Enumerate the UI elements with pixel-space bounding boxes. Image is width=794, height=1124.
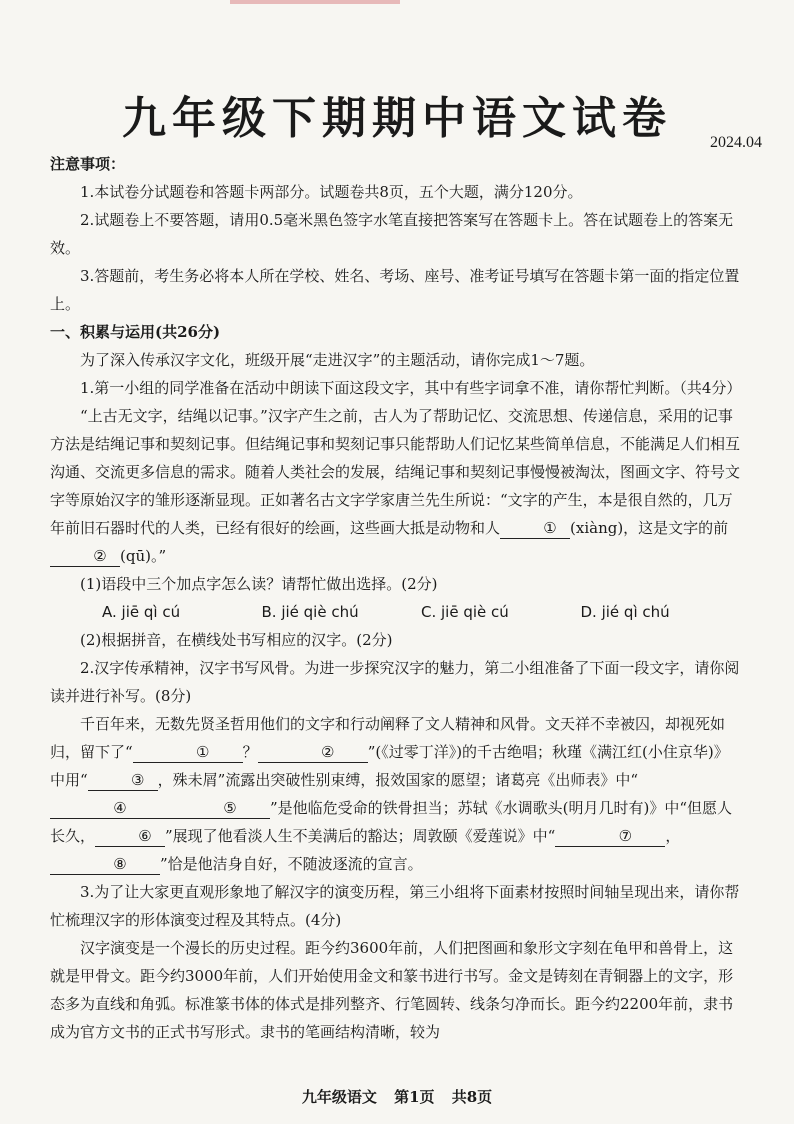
q1-option-c: C. jiē qiè cú — [421, 603, 509, 621]
q2-blank-7: ⑦ — [555, 826, 665, 847]
q1-sub2: (2)根据拼音，在横线处书写相应的汉字。(2分) — [80, 631, 393, 649]
q1-passage-text: “上古无文字，结绳以记事。”汉字产生之前，古人为了帮助记忆、交流思想、传递信息，采用的记事方法是结绳记事和契刻记事。但结绳记事和契刻记事只能帮助人们记忆某些简单信息，不能满足人们相互沟通、交流更多信息的需求。随着人类社会的发展，结绳记事和契刻记事慢慢被淘汰，图画文字、符号文字等原始汉字的雏形逐渐显现。正如著名古文字学家唐兰先生所说：“文字的产生，本是很自然的，几万年前旧石器时代的人类，已经有很好的绘画，这些画大抵是动物和人 — [50, 407, 741, 537]
q3-stem: 3.为了让大家更直观形象地了解汉字的演变历程，第三小组将下面素材按照时间轴呈现出来，请你帮忙梳理汉字的形体演变过程及其特点。(4分) — [50, 883, 740, 929]
q1-sub1: (1)语段中三个加点字怎么读？请帮忙做出选择。(2分) — [80, 575, 438, 593]
q2-blank-5: ⑤ — [160, 798, 270, 819]
q2-text-3: ”(《过零丁洋》)的千古绝唱；秋瑾《满江红(小住京华)》中用“ — [50, 743, 729, 789]
q1-pinyin-2: (qū)。” — [120, 547, 167, 565]
q2-text-7: ， — [665, 827, 681, 845]
q2-text-6: ”展现了他看淡人生不美满后的豁达；周敦颐《爱莲说》中“ — [165, 827, 556, 845]
q2-passage — [50, 710, 740, 878]
notice-heading: 注意事项： — [50, 155, 126, 173]
q2-blank-8: ⑧ — [50, 854, 160, 875]
section1-heading: 一、积累与运用(共26分) — [50, 323, 221, 341]
q2-text-2: ？ — [242, 743, 258, 761]
q1-blank-2: ② — [50, 546, 120, 567]
footer-total: 共8页 — [451, 1088, 493, 1106]
notice-item-1: 1.本试卷分试题卷和答题卡两部分。试题卷共8页，五个大题，满分120分。 — [80, 183, 583, 201]
footer-subject: 九年级语文 — [301, 1088, 377, 1106]
q2-text-1: 千百年来，无数先贤圣哲用他们的文字和行动阐释了文人精神和风骨。文天祥不幸被囚，却视死如归，留下了“ — [50, 715, 726, 761]
page-title: 九年级下期期中语文试卷 — [122, 93, 672, 144]
q1-option-b: B. jié qiè chú — [261, 603, 359, 621]
section1-intro: 为了深入传承汉字文化，班级开展“走进汉字”的主题活动，请你完成1～7题。 — [80, 351, 595, 369]
q1-stem: 1.第一小组的同学准备在活动中朗读下面这段文字，其中有些字词拿不准，请你帮忙判断。（共4分） — [80, 379, 742, 397]
q2-blank-4: ④ — [50, 798, 160, 819]
notice-item-3: 3.答题前，考生务必将本人所在学校、姓名、考场、座号、准考证号填写在答题卡第一面的指定位置上。 — [50, 267, 740, 313]
q1-option-a: A. jiē qì cú — [102, 603, 181, 621]
q2-blank-1: ① — [133, 742, 243, 763]
q1-pinyin-1: (xiàng)，这是文字的前 — [570, 519, 729, 537]
q2-text-5: ”是他临危受命的铁骨担当；苏轼《水调歌头(明月几时有)》中“但愿人长久， — [50, 799, 733, 845]
q2-text-8: ”恰是他洁身自好，不随波逐流的宣言。 — [160, 855, 423, 873]
exam-content — [50, 150, 740, 1046]
exam-date: 2024.04 — [710, 134, 762, 151]
q2-blank-3: ③ — [88, 770, 158, 791]
q2-blank-6: ⑥ — [95, 826, 165, 847]
q3-passage: 汉字演变是一个漫长的历史过程。距今约3600年前，人们把图画和象形文字刻在龟甲和兽骨上，这就是甲骨文。距今约3000年前，人们开始使用金文和篆书进行书写。金文是铸刻在青铜器上的文字，形态多为直线和角弧。标准篆书体的体式是排列整齐、行笔圆转、线条匀净而长。距今约2200年前，隶书成为官方文书的正式书写形式。隶书的笔画结构清晰，较为 — [50, 939, 734, 1041]
q2-text-4: ，殊未屑”流露出突破性别束缚，报效国家的愿望；诸葛亮《出师表》中“ — [157, 771, 639, 789]
q1-blank-1: ① — [500, 518, 570, 539]
q1-passage — [50, 402, 740, 570]
q1-options — [50, 598, 740, 626]
top-stamp — [230, 0, 400, 4]
q1-option-d: D. jié qì chú — [580, 603, 670, 621]
notice-item-2: 2.试题卷上不要答题，请用0.5毫米黑色签字水笔直接把答案写在答题卡上。答在试题卷上的答案无效。 — [50, 211, 734, 257]
page-footer — [0, 1086, 794, 1107]
q2-stem: 2.汉字传承精神，汉字书写风骨。为进一步探究汉字的魅力，第二小组准备了下面一段文字，请你阅读并进行补写。(8分) — [50, 659, 740, 705]
footer-page: 第1页 — [394, 1088, 435, 1106]
q2-blank-2: ② — [258, 742, 368, 763]
